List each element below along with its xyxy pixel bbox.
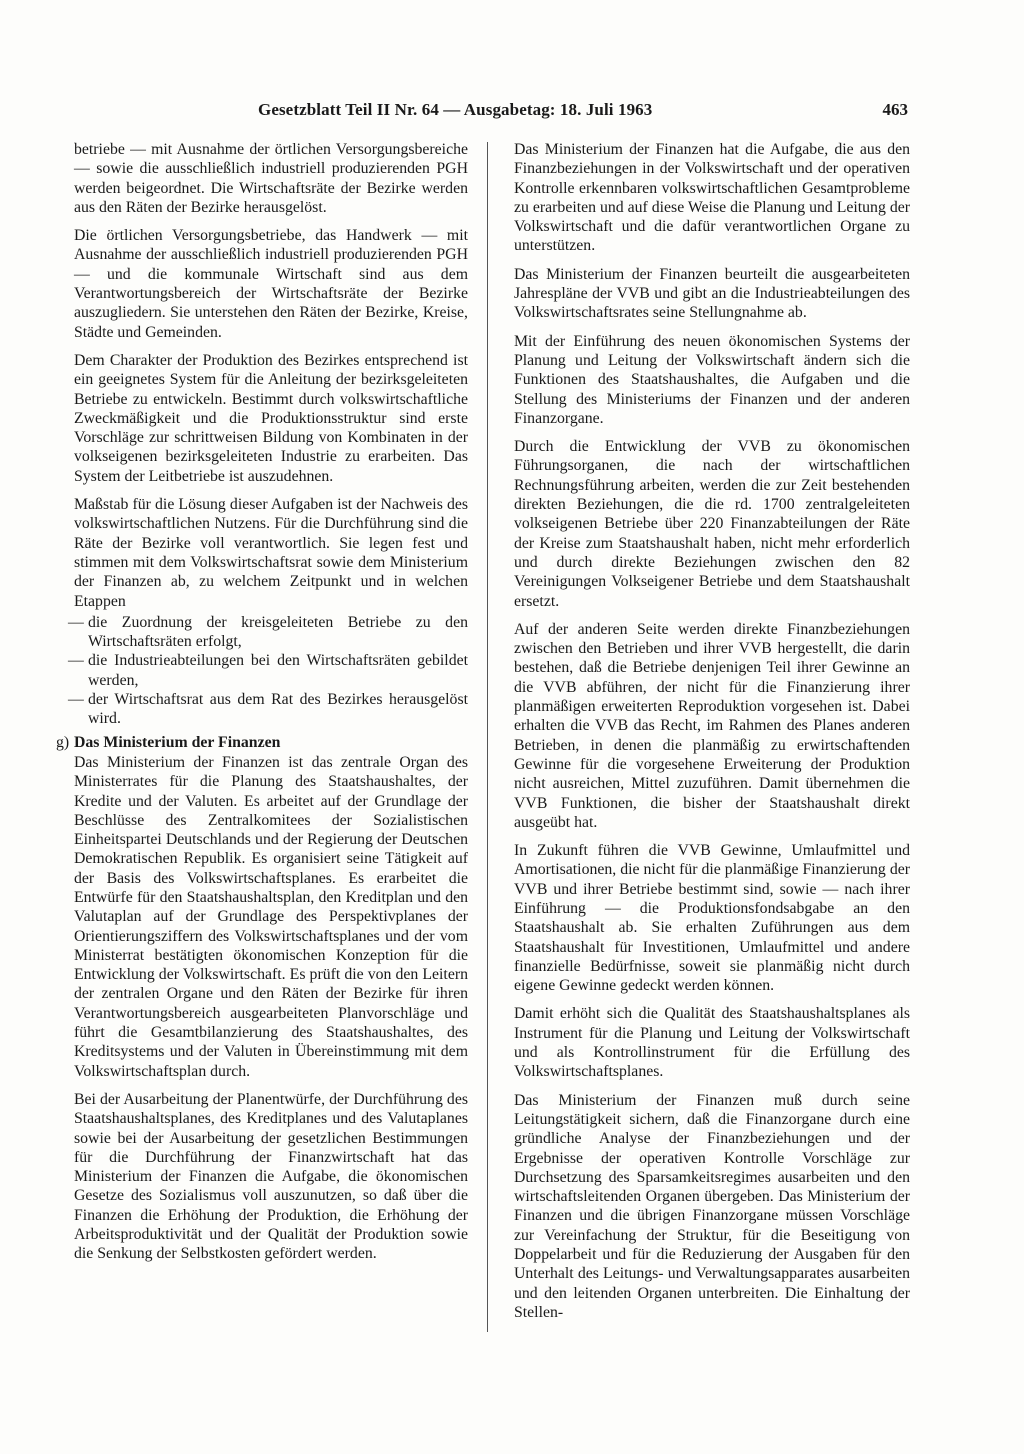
list-item <box>68 613 468 652</box>
header-title: Gesetzblatt Teil II Nr. 64 — Ausgabetag: 18. Juli 1963 <box>258 100 653 119</box>
paragraph: Maßstab für die Lösung dieser Aufgaben ist der Nachweis des volkswirtschaftlichen Nutzens. Für die Durchführung sind die Räte der Bezirke voll verantwortlich. Sie legen fest und stimmen mit dem Volkswirtschaftsrat sowie dem Ministerium der Finanzen ab, zu welchem Zeitpunkt und in welchen Etappen <box>74 496 468 610</box>
dash-marker: — <box>68 613 84 631</box>
section-heading <box>56 733 468 752</box>
page-number: 463 <box>882 100 908 119</box>
section-title: Das Ministerium der Finanzen <box>74 733 281 751</box>
dash-marker: — <box>68 691 84 709</box>
list-item <box>68 651 468 690</box>
left-column <box>56 140 468 1273</box>
dash-list <box>68 613 468 729</box>
list-item <box>68 690 468 729</box>
right-column <box>514 140 910 1331</box>
paragraph: Auf der anderen Seite werden direkte Finanzbeziehungen zwischen den Betrieben und ihrer VVB hergestellt, die darin bestehen, daß die Betriebe denjenigen Teil ihrer Gewinne an die VVB abführen, der nicht für die Finanzierung ihrer planmäßigen erweiterten Reproduktion vorgesehen ist. Dabei erhalten die VVB das Recht, im Rahmen des Planes anderen Betrieben, in denen die planmäßig zu erwirtschaftenden Gewinne für die vorgesehene Erweiterung der Produktion nicht ausreichen, Mittel zuzuführen. Damit übernehmen die VVB Funktionen, die bisher der Staatshaushalt direkt ausgeübt hat. <box>514 620 910 831</box>
paragraph: Das Ministerium der Finanzen muß durch seine Leitungstätigkeit sichern, daß die Finanzorgane durch eine gründliche Analyse der Finanzbeziehungen und der Ergebnisse der operativen Kontrolle Vorschläge zur Durchsetzung des Sparsamkeitsregimes ausarbeiten und den wirtschaftsleitenden Organen übergeben. Das Ministerium der Finanzen und die übrigen Finanzorgane müssen Vorschläge zur Vereinfachung der Struktur, für die Beseitigung von Doppelarbeit und für die Reduzierung der Ausgaben für den Unterhalt des Leitungs- und Verwaltungsapparates ausarbeiten und den leitenden Organen unterbreiten. Die Einhaltung der Stellen- <box>514 1091 910 1321</box>
column-divider <box>487 142 488 1332</box>
paragraph: betriebe — mit Ausnahme der örtlichen Versorgungsbereiche — sowie die ausschließlich industriell produzierenden PGH werden beigeordnet. Die Wirtschaftsräte der Bezirke werden aus den Räten der Bezirke herausgelöst. <box>74 141 468 216</box>
paragraph: Bei der Ausarbeitung der Planentwürfe, der Durchführung des Staatshaushaltsplanes, des Kreditplanes und des Valutaplanes sowie bei der Ausarbeitung der gesetzlichen Bestimmungen für die Durchführung der Finanzwirtschaft hat das Ministerium der Finanzen die Aufgabe, die ökonomischen Gesetze des Sozialismus voll auszunutzen, so daß über die Finanzen die Erhöhung der Produktion, die Erhöhung der Arbeitsproduktivität und der Qualität der Produktion sowie die Senkung der Selbstkosten gefördert werden. <box>74 1090 468 1263</box>
paragraph: Das Ministerium der Finanzen beurteilt die ausgearbeiteten Jahrespläne der VVB und gibt an die Industrieabteilungen des Volkswirtschaftsrates seine Stellungnahme ab. <box>514 265 910 322</box>
paragraph: In Zukunft führen die VVB Gewinne, Umlaufmittel und Amortisationen, die nicht für die planmäßige Finanzierung der VVB und ihrer Betriebe bestimmt sind, sowie — nach ihrer Einführung — die Produktionsfondsabgabe an den Staatshaushalt ab. Sie erhalten Zuführungen aus dem Staatshaushalt für Investitionen, Umlaufmittel und andere finanzielle Bedürfnisse, soweit sie planmäßig nicht durch eigene Gewinne gedeckt werden können. <box>514 842 910 995</box>
list-item-text: die Industrieabteilungen bei den Wirtschaftsräten gebildet werden, <box>88 652 468 689</box>
list-item-text: die Zuordnung der kreisgeleiteten Betriebe zu den Wirtschaftsräten erfolgt, <box>88 613 468 651</box>
section-marker: g) <box>56 733 70 751</box>
page-header <box>258 98 908 124</box>
paragraph: Die örtlichen Versorgungsbetriebe, das Handwerk — mit Ausnahme der ausschließlich industriell produzierenden PGH — und die kommunale Wirtschaft sind aus dem Verantwortungsbereich der Wirtschaftsräte der Bezirke auszugliedern. Sie unterstehen den Räten der Bezirke, Kreise, Städte und Gemeinden. <box>74 227 468 341</box>
paragraph: Damit erhöht sich die Qualität des Staatshaushaltsplanes als Instrument für die Planung und Leitung der Volkswirtschaft und als Kontrollinstrument für die Erfüllung des Volkswirtschaftsplanes. <box>514 1005 910 1081</box>
dash-marker: — <box>68 652 84 670</box>
paragraph: Das Ministerium der Finanzen hat die Aufgabe, die aus den Finanzbeziehungen in der Volkswirtschaft und der operativen Kontrolle erkennbaren volkswirtschaftlichen Gesamtprobleme zu erarbeiten und auf diese Weise die Planung und Leitung der Volkswirtschaft und die dafür verantwortlichen Organe zu unterstützen. <box>514 141 910 255</box>
paragraph: Dem Charakter der Produktion des Bezirkes entsprechend ist ein geeignetes System für die Anleitung der bezirksgeleiteten Betriebe zu entwickeln. Bestimmt durch volkswirtschaftliche Zweckmäßigkeit und die Produktionsstruktur sind erste Vorschläge zur schrittweisen Bildung von Kombinaten in der volkseigenen bezirksgeleiteten Industrie zu erarbeiten. Das System der Leitbetriebe ist auszudehnen. <box>74 351 468 485</box>
paragraph: Durch die Entwicklung der VVB zu ökonomischen Führungsorganen, die nach der wirtschaftlichen Rechnungsführung arbeiten, werden die zur Zeit bestehenden direkten Beziehungen, die die rd. 1700 zentralgeleiteten volkseigenen Betriebe über 220 Finanzabteilungen der Räte der Kreise zum Staatshaushalt haben, nicht mehr erforderlich und durch direkte Beziehungen zwischen den 82 Vereinigungen Volkseigener Betriebe und dem Staatshaushalt ersetzt. <box>514 438 910 610</box>
list-item-text: der Wirtschaftsrat aus dem Rat des Bezirkes herausgelöst wird. <box>88 691 468 728</box>
paragraph: Das Ministerium der Finanzen ist das zentrale Organ des Ministerrates für die Planung des Staatshaushaltes, der Kredite und der Valuten. Es arbeitet auf der Grundlage der Beschlüsse des Zentralkomitees der Sozialistischen Einheitspartei Deutschlands und der Regierung der Deutschen Demokratischen Republik. Es organisiert seine Tätigkeit auf der Basis des Volkswirtschaftsplanes. Es erarbeitet die Entwürfe für den Staatshaushaltsplan, den Kreditplan und den Valutaplan auf der Grundlage des Perspektivplanes der Orientierungsziffern des Volkswirtschaftsplanes und der vom Ministerrat bestätigten ökonomischen Konzeption für die Entwicklung der Volkswirtschaft. Es prüft die von den Leitern der zentralen Organe und den Räten der Bezirke für ihren Verantwortungsbereich ausgearbeiteten Planvorschläge und führt die Gesamtbilanzierung des Staatshaushaltes, des Kreditsystems und der Valuten in Übereinstimmung mit dem Volkswirtschaftsplan durch. <box>74 753 468 1080</box>
paragraph: Mit der Einführung des neuen ökonomischen Systems der Planung und Leitung der Volkswirtschaft ändern sich die Funktionen des Staatshaushaltes, die Aufgaben und die Stellung des Ministeriums der Finanzen und der anderen Finanzorgane. <box>514 332 910 427</box>
